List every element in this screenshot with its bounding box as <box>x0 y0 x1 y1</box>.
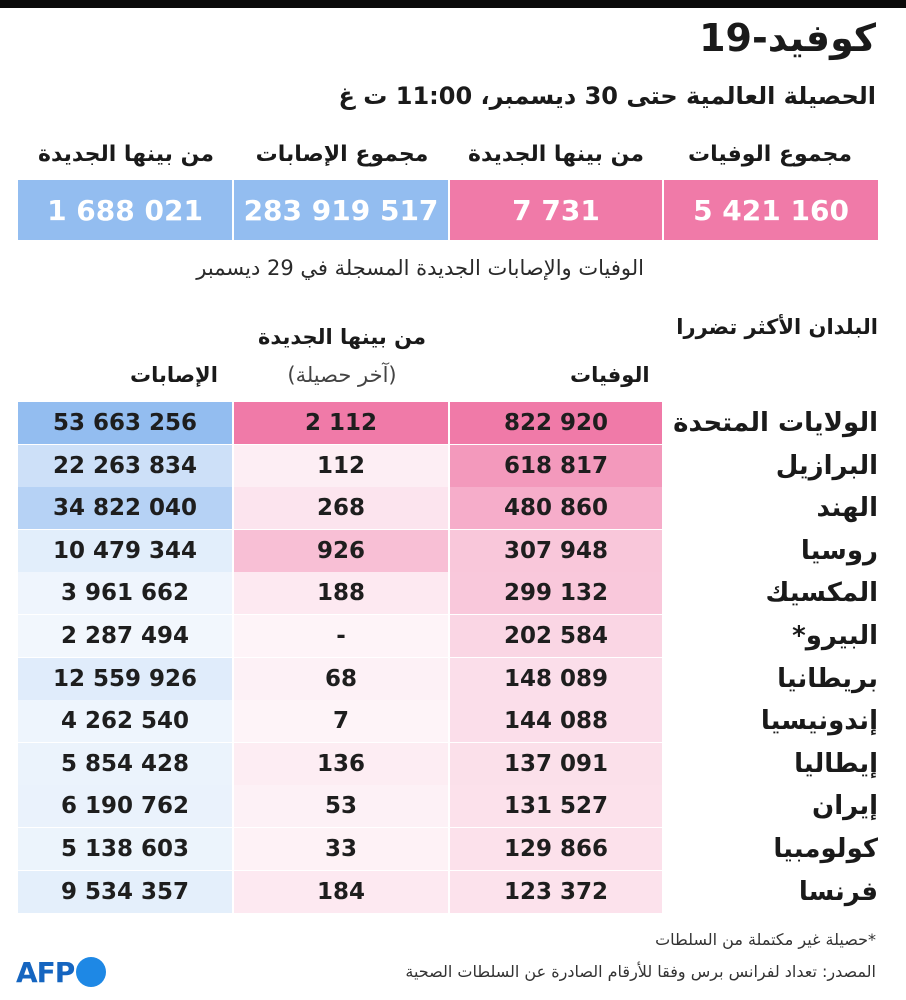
cases-cell: 6 190 762 <box>18 785 232 827</box>
cases-cell: 9 534 357 <box>18 871 232 913</box>
cases-cell: 10 479 344 <box>18 530 232 572</box>
cases-cell: 5 138 603 <box>18 828 232 870</box>
deaths-cell: 202 584 <box>450 615 662 657</box>
afp-logo-dot <box>76 957 106 987</box>
table-row <box>0 658 906 700</box>
new-cell: 112 <box>234 445 448 487</box>
country-name: إندونيسيا <box>760 706 878 737</box>
table-heading: البلدان الأكثر تضررا <box>676 315 878 339</box>
table-row <box>0 572 906 614</box>
country-name: الهند <box>816 493 878 524</box>
new-cell: 268 <box>234 487 448 529</box>
total-deaths-label: مجموع الوفيات <box>687 142 853 167</box>
new-deaths-label: من بينها الجديدة <box>467 142 645 167</box>
cases-cell: 53 663 256 <box>18 402 232 444</box>
table-row <box>0 530 906 572</box>
cases-cell: 34 822 040 <box>18 487 232 529</box>
new-cell: 7 <box>234 700 448 742</box>
total-cases-label: مجموع الإصابات <box>255 142 429 167</box>
country-name: إيطاليا <box>794 748 878 779</box>
cases-cell: 5 854 428 <box>18 743 232 785</box>
table-row <box>0 402 906 444</box>
country-name: البيرو* <box>792 621 878 651</box>
deaths-cell: 307 948 <box>450 530 662 572</box>
table-row <box>0 785 906 827</box>
deaths-cell: 137 091 <box>450 743 662 785</box>
deaths-cell: 131 527 <box>450 785 662 827</box>
col-new-header: من بينها الجديدة <box>257 325 427 349</box>
total-cases-value: 283 919 517 <box>234 180 448 240</box>
cases-cell: 3 961 662 <box>18 572 232 614</box>
table-row <box>0 871 906 913</box>
new-cell: 2 112 <box>234 402 448 444</box>
new-deaths-value: 7 731 <box>450 180 662 240</box>
new-cell: - <box>234 615 448 657</box>
new-cell: 68 <box>234 658 448 700</box>
cases-cell: 2 287 494 <box>18 615 232 657</box>
new-cases-value: 1 688 021 <box>18 180 232 240</box>
footnote: *حصيلة غير مكتملة من السلطات <box>655 930 876 949</box>
afp-logo-text: AFP <box>16 955 75 989</box>
deaths-cell: 822 920 <box>450 402 662 444</box>
country-name: بريطانيا <box>777 663 878 694</box>
country-name: البرازيل <box>775 450 878 481</box>
deaths-cell: 144 088 <box>450 700 662 742</box>
cases-cell: 4 262 540 <box>18 700 232 742</box>
cases-cell: 12 559 926 <box>18 658 232 700</box>
deaths-cell: 299 132 <box>450 572 662 614</box>
country-name: الولايات المتحدة <box>673 408 878 438</box>
deaths-cell: 618 817 <box>450 445 662 487</box>
deaths-cell: 123 372 <box>450 871 662 913</box>
country-name: كولومبيا <box>773 834 878 864</box>
country-name: روسيا <box>800 535 878 566</box>
new-cell: 926 <box>234 530 448 572</box>
total-deaths-value: 5 421 160 <box>664 180 878 240</box>
top-bar <box>0 0 906 8</box>
new-cell: 136 <box>234 743 448 785</box>
new-cell: 188 <box>234 572 448 614</box>
cases-cell: 22 263 834 <box>18 445 232 487</box>
deaths-cell: 129 866 <box>450 828 662 870</box>
country-name: فرنسا <box>798 876 878 907</box>
table-row <box>0 487 906 529</box>
source-note: المصدر: تعداد لفرانس برس وفقا للأرقام الصادرة عن السلطات الصحية <box>405 962 876 981</box>
country-name: المكسيك <box>765 578 878 609</box>
table-row <box>0 615 906 657</box>
new-cell: 33 <box>234 828 448 870</box>
deaths-cell: 480 860 <box>450 487 662 529</box>
col-new-subheader: (آخر حصيلة) <box>287 363 397 387</box>
new-cell: 53 <box>234 785 448 827</box>
table-row <box>0 743 906 785</box>
table-row <box>0 445 906 487</box>
table-row <box>0 828 906 870</box>
col-deaths-header: الوفيات <box>570 363 650 387</box>
summary-note: الوفيات والإصابات الجديدة المسجلة في 29 ديسمبر <box>196 256 644 280</box>
new-cases-label: من بينها الجديدة <box>37 142 215 167</box>
country-name: إيران <box>812 791 878 822</box>
page-title: كوفيد-19 <box>699 16 876 60</box>
col-cases-header: الإصابات <box>130 363 218 387</box>
deaths-cell: 148 089 <box>450 658 662 700</box>
afp-logo <box>16 952 106 992</box>
table-row <box>0 700 906 742</box>
page-subtitle: الحصيلة العالمية حتى 30 ديسمبر، 11:00 ت غ <box>338 82 876 110</box>
new-cell: 184 <box>234 871 448 913</box>
